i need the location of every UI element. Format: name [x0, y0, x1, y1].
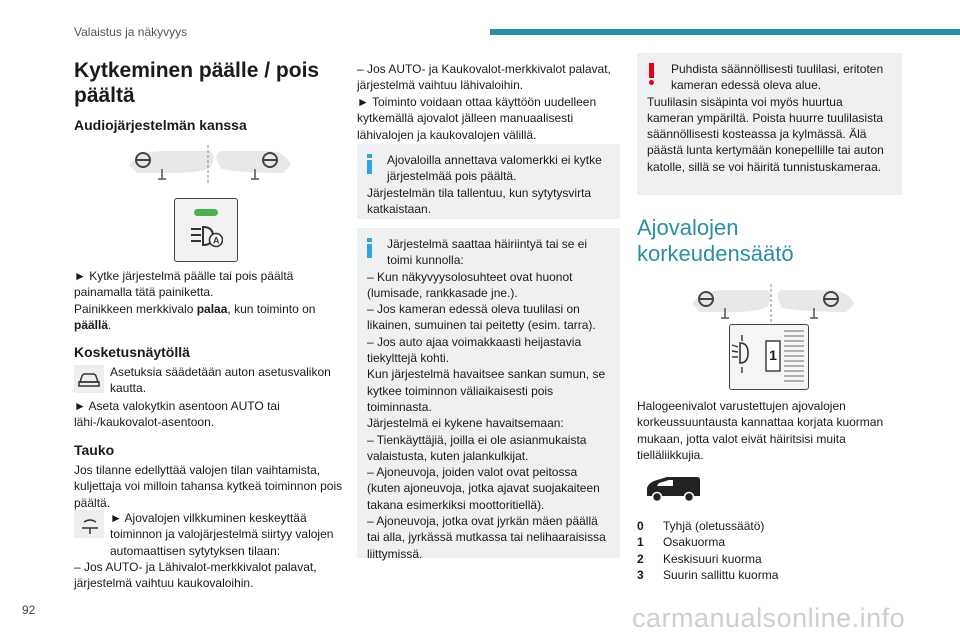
load-label: Osakuorma [663, 535, 726, 550]
subheading-pause-container [74, 442, 344, 458]
subheading-touchscreen: Kosketusnäytöllä [74, 344, 190, 360]
car-settings-icon [74, 365, 104, 393]
info-box-limitations-first: Järjestelmä saattaa häiriintyä tai se ei toimi kunnolla: [387, 237, 588, 268]
indicator-text-1: Painikkeen merkkivalo [74, 302, 197, 316]
limitation-line: – Jos auto ajaa voimakkaasti heijastavia tiekylttejä kohti. [367, 334, 582, 366]
indicator-light [194, 209, 218, 216]
page-title: Kytkeminen päälle / pois päältä [74, 59, 320, 107]
dial-value: 1 [769, 347, 777, 363]
section-header: Valaistus ja näkyvyys [74, 25, 188, 39]
indicator-text-active: päällä [74, 318, 109, 333]
load-number: 1 [637, 535, 644, 550]
headlamp-flash-icon [74, 510, 104, 538]
load-list-item [637, 567, 902, 583]
subheading-audio: Audiojärjestelmän kanssa [74, 117, 247, 133]
indicator-text-2: , kun toiminto on [227, 302, 316, 316]
auto-low-to-high-text: – Jos AUTO- ja Lähivalot-merkkivalot palavat, järjestelmä vaihtuu kaukovaloihin. [74, 560, 317, 591]
load-label: Suurin sallittu kuorma [663, 567, 779, 582]
auto-headlamp-icon [189, 225, 223, 249]
headlamp-adjust-description: Halogeenivalot varustettujen ajovalojen korkeussuuntausta kannattaa korjata kuorman mukaan, jotta valot eivät häiritsisi muita tielläliikkujia. [637, 399, 884, 462]
sub-heading-audio [74, 117, 344, 133]
watermark: carmanualsonline.info [632, 603, 906, 633]
page-title-container [74, 58, 344, 108]
load-list-item [637, 518, 902, 534]
info-box-limitations [357, 228, 620, 561]
load-label: Tyhjä (oletussäätö) [663, 519, 765, 533]
limitation-line: – Jos kameran edessä oleva tuulilasi on likainen, sumuinen tai peitetty (esim. tarra). [367, 302, 596, 333]
limitation-line: – Kun näkyvyysolosuhteet ovat huonot (lumisade, rankkasade jne.). [367, 269, 573, 300]
section-title-headlamp-adjust: Ajovalojen korkeudensäätö [637, 215, 794, 266]
header-accent-bar [490, 29, 960, 35]
info-box-signal-rest: Järjestelmän tila tallentuu, kun sytytysvirta katkaistaan. [367, 185, 592, 216]
headlamp-adjust-dial [729, 324, 809, 390]
load-list [637, 518, 902, 583]
page-number: 92 [22, 603, 36, 617]
warning-box-windscreen [637, 53, 902, 195]
limitation-line: – Tienkäyttäjiä, joilla ei ole asianmukaista valaistusta, kuten jalankulkijat. [367, 432, 587, 463]
pause-description: Jos tilanne edellyttää valojen tilan vaihtamista, kuljettaja voi milloin tahansa kytkeä toiminnon pois päältä. [74, 463, 343, 510]
indicator-description [74, 301, 344, 334]
touchscreen-settings-text: Asetuksia säädetään auton asetusvalikon kautta. [110, 365, 331, 396]
reactivate-text: ► Toiminto voidaan ottaa käyttöön uudelleen kytkemällä ajovalot jälleen manuaalisesti lähivalojen ja kaukovalojen välillä. [357, 95, 597, 142]
steering-wheel-icon [125, 143, 295, 185]
steering-position-illustration-2 [688, 282, 858, 324]
instruction-press-button: ► Kytke järjestelmä päälle tai pois päältä painamalla tätä painiketta. [74, 269, 294, 300]
steering-wheel-icon [688, 282, 858, 324]
load-list-item [637, 534, 902, 550]
load-label: Keskisuuri kuorma [663, 551, 762, 566]
flash-interrupt-text: ► Ajovalojen vilkkuminen keskeyttää toiminnon ja valojärjestelmä siirtyy valojen automaattisen sytytyksen tilaan: [110, 511, 334, 558]
auto-high-beam-button [174, 198, 238, 262]
warning-first: Puhdista säännöllisesti tuulilasi, eritoten kameran edessä oleva alue. [671, 62, 884, 93]
info-icon [367, 238, 372, 258]
info-box-signal [357, 144, 620, 219]
indicator-text-on: palaa [196, 302, 228, 316]
warning-icon [649, 63, 655, 85]
instruction-light-switch: ► Aseta valokytkin asentoon AUTO tai lähi-/kaukovalot-asentoon. [74, 399, 280, 430]
indicator-text-end: . [108, 318, 112, 333]
info-box-signal-first: Ajovaloilla annettava valomerkki ei kytke järjestelmää pois päältä. [387, 153, 602, 184]
load-number: 2 [637, 551, 644, 566]
load-number: 3 [637, 567, 644, 582]
limitation-line: Kun järjestelmä havaitsee sankan sumun, se kytkee toiminnon väliaikaisesti pois toiminnasta. [367, 367, 606, 414]
load-number: 0 [637, 519, 644, 533]
limitation-line: Järjestelmä ei kykene havaitsemaan: [367, 416, 564, 431]
auto-high-to-low-text: – Jos AUTO- ja Kaukovalot-merkkivalot palavat, järjestelmä vaihtuu lähivaloihin. [357, 62, 611, 93]
limitation-line: – Ajoneuvoja, jotka ovat jyrkän mäen päällä tai alla, jyrkässä mutkassa tai nelihaaraisissa liittymissä. [367, 514, 606, 561]
info-icon [367, 154, 372, 174]
steering-position-illustration [125, 143, 295, 185]
subheading-touchscreen-container [74, 344, 344, 360]
load-list-item [637, 551, 902, 567]
van-icon [643, 474, 703, 504]
warning-rest: Tuulilasin sisäpinta voi myös huurtua kameran ympäriltä. Poista huurre tuulilasista säännöllisesti kosteassa ja kylmässä. Älä päästä lunta kertymään konepellille tai auton katolle, sillä se voi häiritä tunnistuskameraa. [647, 94, 884, 174]
subheading-pause: Tauko [74, 442, 115, 458]
limitation-line: – Ajoneuvoja, joiden valot ovat peitossa (kuten ajoneuvoja, jotka ajavat suojakaiteen takana esimerkiksi moottoritiellä). [367, 465, 600, 512]
svg-text:A: A [213, 235, 220, 246]
